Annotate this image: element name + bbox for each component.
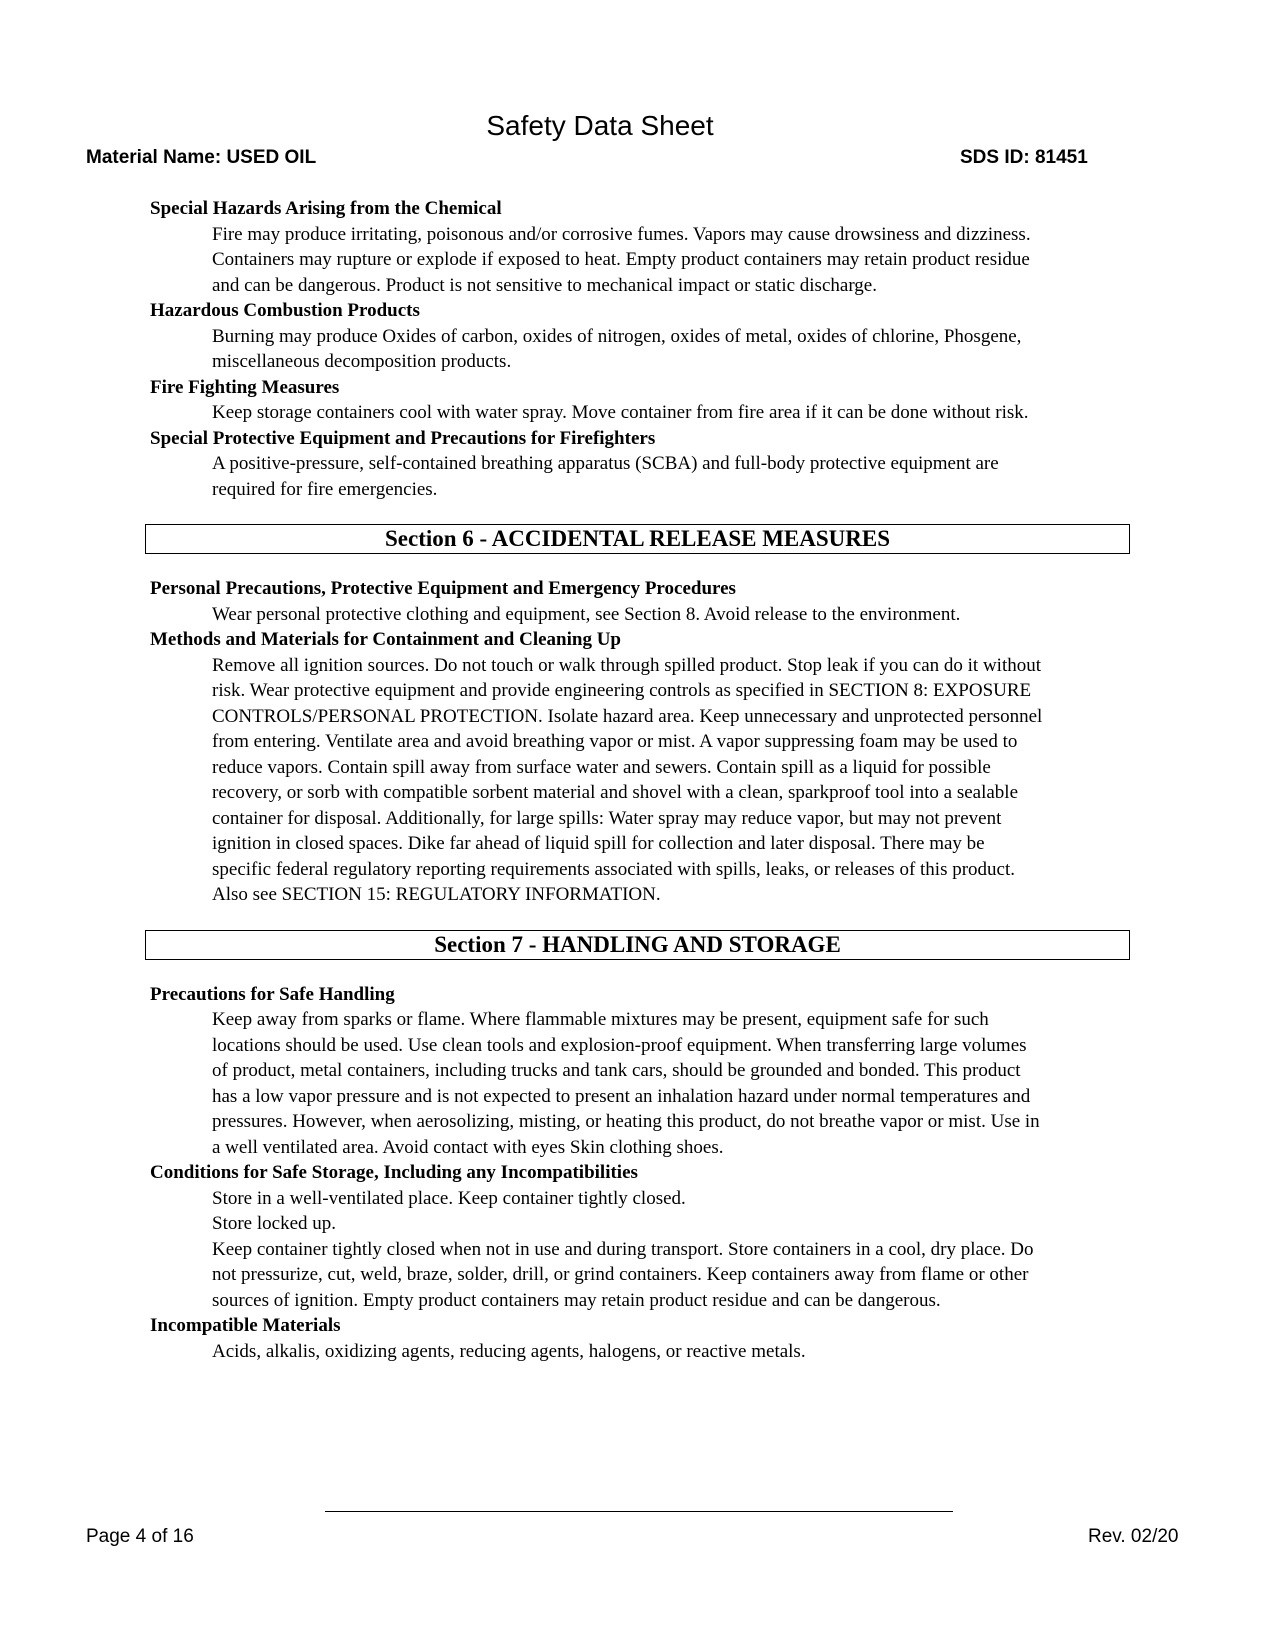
material-name: Material Name: USED OIL: [86, 147, 317, 168]
text-line: a well ventilated area. Avoid contact with eyes Skin clothing shoes.: [212, 1136, 724, 1158]
text-line: Store in a well-ventilated place. Keep container tightly closed.: [212, 1187, 686, 1209]
text-line: and can be dangerous. Product is not sensitive to mechanical impact or static discharge.: [212, 274, 877, 296]
text-line: Acids, alkalis, oxidizing agents, reducing agents, halogens, or reactive metals.: [212, 1340, 806, 1362]
text-line: miscellaneous decomposition products.: [212, 351, 512, 372]
special-hazards-text: [150, 222, 1140, 299]
text-line: not pressurize, cut, weld, braze, solder, drill, or grind containers. Keep containers away from flame or other: [212, 1264, 1029, 1285]
safe-storage-text: [150, 1186, 1140, 1314]
section-7-heading: Section 7 - HANDLING AND STORAGE: [145, 930, 1130, 960]
text-line: Containers may rupture or explode if exposed to heat. Empty product containers may retain product residue: [212, 249, 1030, 270]
personal-precautions-text: [150, 602, 1140, 628]
revision-label: Rev. 02/20: [1088, 1526, 1179, 1547]
special-hazards-heading: Special Hazards Arising from the Chemical: [150, 198, 502, 219]
incompatible-materials-text: [150, 1339, 1140, 1365]
sds-id: SDS ID: 81451: [960, 147, 1088, 168]
text-line: Also see SECTION 15: REGULATORY INFORMATION.: [212, 884, 661, 905]
combustion-products-text: [150, 324, 1140, 375]
text-line: recovery, or sorb with compatible sorbent material and shovel with a clean, sparkproof tool into a sealable: [212, 782, 1019, 803]
text-line: locations should be used. Use clean tools and explosion-proof equipment. When transferring large volumes: [212, 1034, 1027, 1056]
text-line: A positive-pressure, self-contained breathing apparatus (SCBA) and full-body protective equipment are: [212, 453, 999, 474]
text-line: Store locked up.: [212, 1213, 337, 1234]
text-line: required for fire emergencies.: [212, 478, 438, 500]
text-line: ignition in closed spaces. Dike far ahead of liquid spill for collection and later disposal. There may be: [212, 833, 985, 854]
firefighter-equipment-text: [150, 451, 1140, 502]
text-line: specific federal regulatory reporting requirements associated with spills, leaks, or releases of this product.: [212, 858, 1016, 880]
fire-fighting-text: [150, 400, 1140, 426]
text-line: reduce vapors. Contain spill away from surface water and sewers. Contain spill as a liquid for possible: [212, 756, 991, 778]
footer-divider: [325, 1511, 953, 1512]
section-6-heading: Section 6 - ACCIDENTAL RELEASE MEASURES: [145, 524, 1130, 554]
text-line: from entering. Ventilate area and avoid breathing vapor or mist. A vapor suppressing foam may be used to: [212, 731, 1018, 752]
safe-handling-text: [150, 1007, 1140, 1160]
firefighter-equipment-heading: Special Protective Equipment and Precautions for Firefighters: [150, 427, 656, 449]
text-line: sources of ignition. Empty product containers may retain product residue and can be dangerous.: [212, 1289, 941, 1311]
safe-storage-heading: Conditions for Safe Storage, Including any Incompatibilities: [150, 1162, 638, 1183]
containment-heading: Methods and Materials for Containment and Cleaning Up: [150, 629, 621, 650]
page-number: Page 4 of 16: [86, 1526, 194, 1547]
document-content: [150, 196, 1140, 1364]
text-line: Keep container tightly closed when not in use and during transport. Store containers in a cool, dry place. Do: [212, 1238, 1034, 1260]
text-line: Fire may produce irritating, poisonous and/or corrosive fumes. Vapors may cause drowsiness and dizziness.: [212, 223, 1031, 245]
text-line: has a low vapor pressure and is not expected to present an inhalation hazard under normal temperatures and: [212, 1085, 1031, 1107]
incompatible-materials-heading: Incompatible Materials: [150, 1315, 341, 1336]
text-line: CONTROLS/PERSONAL PROTECTION. Isolate hazard area. Keep unnecessary and unprotected personnel: [212, 705, 1043, 727]
text-line: container for disposal. Additionally, for large spills: Water spray may reduce vapor, but may not prevent: [212, 807, 1002, 829]
text-line: Remove all ignition sources. Do not touch or walk through spilled product. Stop leak if you can do it without: [212, 654, 1042, 676]
text-line: risk. Wear protective equipment and provide engineering controls as specified in SECTION 8: EXPOSURE: [212, 680, 1032, 701]
text-line: pressures. However, when aerosolizing, misting, or heating this product, do not breathe vapor or mist. Use in: [212, 1111, 1040, 1132]
combustion-products-heading: Hazardous Combustion Products: [150, 300, 420, 321]
text-line: Keep storage containers cool with water spray. Move container from fire area if it can be done without risk.: [212, 402, 1029, 423]
document-title: Safety Data Sheet: [486, 110, 714, 141]
text-line: Wear personal protective clothing and equipment, see Section 8. Avoid release to the environment.: [212, 603, 961, 625]
text-line: of product, metal containers, including trucks and tank cars, should be grounded and bonded. This product: [212, 1060, 1021, 1081]
text-line: Burning may produce Oxides of carbon, oxides of nitrogen, oxides of metal, oxides of chlorine, Phosgene,: [212, 325, 1022, 347]
text-line: Keep away from sparks or flame. Where flammable mixtures may be present, equipment safe for such: [212, 1009, 989, 1030]
personal-precautions-heading: Personal Precautions, Protective Equipment and Emergency Procedures: [150, 578, 736, 599]
safe-handling-heading: Precautions for Safe Handling: [150, 983, 395, 1005]
fire-fighting-heading: Fire Fighting Measures: [150, 376, 340, 398]
containment-text: [150, 653, 1140, 908]
